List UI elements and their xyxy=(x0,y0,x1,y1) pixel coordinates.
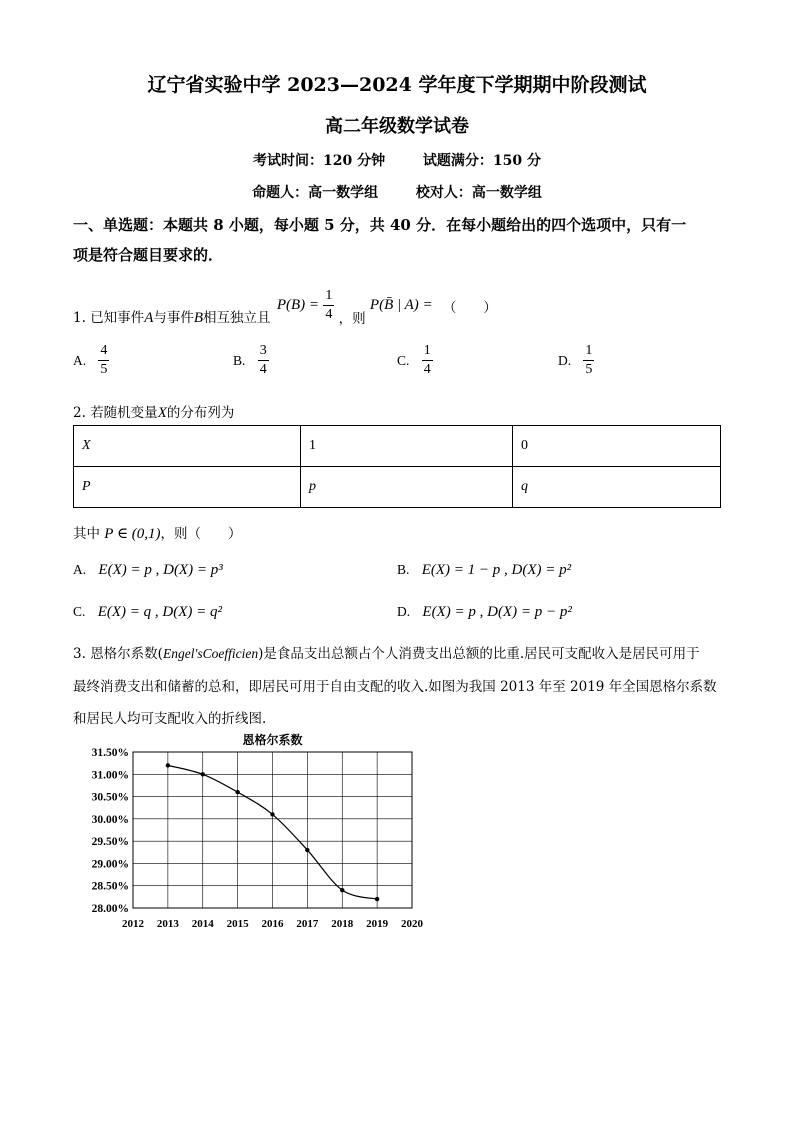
q1-option-d-num: 1 xyxy=(583,344,594,361)
q2-option-d[interactable] xyxy=(397,604,572,621)
engel-coefficient-chart xyxy=(60,728,440,938)
chart-title: 恩格尔系数 xyxy=(242,733,303,747)
q1-option-b-num: 3 xyxy=(258,344,269,361)
q1-var-b: B xyxy=(193,310,204,326)
q1-paren: （ ） xyxy=(442,299,497,316)
q2-option-c-math: E(X) = q , D(X) = q² xyxy=(97,604,222,620)
q2-where-math: P ∈ (0,1) xyxy=(104,526,161,542)
q1-option-d-fraction xyxy=(583,344,594,377)
q2-option-c[interactable] xyxy=(73,604,222,621)
q2-option-a[interactable] xyxy=(73,562,223,579)
exam-time: 考试时间：120 分钟 xyxy=(253,153,386,169)
table-cell: 0 xyxy=(513,426,721,467)
question-2 xyxy=(73,401,234,422)
q1-condition-fraction xyxy=(323,289,334,322)
q1-option-b-fraction xyxy=(258,344,269,377)
author-line xyxy=(0,182,794,202)
table-cell: P xyxy=(74,467,301,508)
q2-where-b: ，则（ ） xyxy=(160,526,242,542)
q1-var-a: A xyxy=(144,310,154,326)
q1-option-a-fraction xyxy=(98,344,109,377)
q2-text-a: 若随机变量 xyxy=(90,405,158,421)
y-tick-label: 29.50% xyxy=(91,836,129,849)
q2-option-a-math: E(X) = p , D(X) = p³ xyxy=(98,562,223,578)
q1-option-d-label: D. xyxy=(558,352,572,368)
q1-text-a: 已知事件 xyxy=(90,310,145,326)
q1-option-b[interactable] xyxy=(233,344,269,377)
x-tick-label: 2015 xyxy=(226,918,249,930)
q1-condition-lhs: P(B) = xyxy=(276,297,320,313)
q2-option-d-math: E(X) = p , D(X) = p − p² xyxy=(422,604,572,620)
q1-option-c-label: C. xyxy=(397,352,410,368)
data-point xyxy=(375,897,379,901)
q2-option-a-label: A. xyxy=(73,562,87,577)
q1-option-a-num: 4 xyxy=(98,344,109,361)
y-tick-label: 29.00% xyxy=(91,858,129,871)
q1-text-d: ，则 xyxy=(338,310,366,327)
section-heading-line2: 项是符合题目要求的． xyxy=(73,246,224,264)
q1-cond-num: 1 xyxy=(323,289,334,306)
distribution-table xyxy=(73,425,721,508)
exam-title: 辽宁省实验中学 2023—2024 学年度下学期期中阶段测试 xyxy=(147,74,647,96)
question-3-line1 xyxy=(73,642,723,662)
x-tick-label: 2013 xyxy=(156,918,179,930)
question-3-line2: 最终消费支出和储蓄的总和，即居民可用于自由支配的收入.如图为我国 2013 年至 2019 年全国恩格尔系数 xyxy=(73,679,717,695)
q2-option-b-math: E(X) = 1 − p , D(X) = p² xyxy=(421,562,572,578)
section-heading-line1: 一、单选题：本题共 8 小题，每小题 5 分，共 40 分．在每小题给出的四个选项中，只有一 xyxy=(73,216,687,234)
x-tick-label: 2019 xyxy=(366,918,389,930)
q1-option-d-den: 5 xyxy=(585,362,593,377)
exam-info-line xyxy=(0,150,794,170)
y-tick-label: 28.00% xyxy=(91,903,129,915)
q1-text-b: 与事件 xyxy=(153,310,194,326)
q2-option-d-label: D. xyxy=(397,604,411,619)
data-point xyxy=(270,812,274,816)
q3-line1-b: )是食品支出总额占个人消费支出总额的比重.居民可支配收入是居民可用于 xyxy=(258,646,700,662)
x-tick-label: 2014 xyxy=(191,918,214,930)
q3-line1-a: 恩格尔系数( xyxy=(90,646,163,662)
table-cell: X xyxy=(74,426,301,467)
q1-option-a-label: A. xyxy=(73,352,87,368)
data-point xyxy=(201,772,205,776)
q3-line1-term: Engel'sCoefficien xyxy=(162,646,259,661)
y-tick-label: 28.50% xyxy=(91,880,129,893)
q1-option-b-label: B. xyxy=(233,352,246,368)
q2-condition xyxy=(73,522,242,543)
q2-where-a: 其中 xyxy=(73,526,100,542)
q1-option-c[interactable] xyxy=(397,344,433,377)
checker: 校对人：高一数学组 xyxy=(415,185,542,201)
q1-option-a-den: 5 xyxy=(100,362,108,377)
q1-option-c-num: 1 xyxy=(422,344,433,361)
question-3-line3: 和居民人均可支配收入的折线图. xyxy=(73,711,267,727)
question-1 xyxy=(73,284,497,327)
y-tick-label: 30.50% xyxy=(91,791,129,804)
data-point xyxy=(305,848,309,852)
table-cell: p xyxy=(301,467,513,508)
q1-option-b-den: 4 xyxy=(259,362,267,377)
q2-option-c-label: C. xyxy=(73,604,86,619)
exam-subtitle: 高二年级数学试卷 xyxy=(325,116,469,137)
x-tick-label: 2017 xyxy=(296,918,319,930)
q2-number: 2. xyxy=(73,405,86,421)
table-cell: q xyxy=(513,467,721,508)
q1-option-d[interactable] xyxy=(558,344,594,377)
q2-text-b: 的分布列为 xyxy=(166,405,235,421)
y-tick-label: 30.00% xyxy=(91,813,129,826)
table-row xyxy=(74,426,721,467)
x-tick-label: 2012 xyxy=(122,918,144,930)
q3-number: 3. xyxy=(73,646,86,662)
data-point xyxy=(166,763,170,767)
data-point xyxy=(235,790,239,794)
q1-option-c-den: 4 xyxy=(423,362,431,377)
q2-var: X xyxy=(157,405,167,421)
q1-option-a[interactable] xyxy=(73,344,109,377)
full-score: 试题满分：150 分 xyxy=(422,153,541,169)
x-tick-label: 2016 xyxy=(261,918,284,930)
setter: 命题人：高一数学组 xyxy=(252,185,379,201)
table-row xyxy=(74,467,721,508)
q1-number: 1. xyxy=(73,310,86,326)
q1-cond-den: 4 xyxy=(325,307,333,322)
q2-option-b-label: B. xyxy=(397,562,410,577)
q1-ask: P(B̄ | A) = xyxy=(369,297,433,313)
x-tick-label: 2018 xyxy=(331,918,354,930)
y-tick-label: 31.00% xyxy=(91,769,129,782)
x-tick-label: 2020 xyxy=(401,918,423,930)
table-cell: 1 xyxy=(301,426,513,467)
y-tick-label: 31.50% xyxy=(91,747,129,759)
q1-option-c-fraction xyxy=(422,344,433,377)
data-point xyxy=(340,888,344,892)
q1-text-c: 相互独立且 xyxy=(203,310,271,326)
q2-option-b[interactable] xyxy=(397,562,571,579)
